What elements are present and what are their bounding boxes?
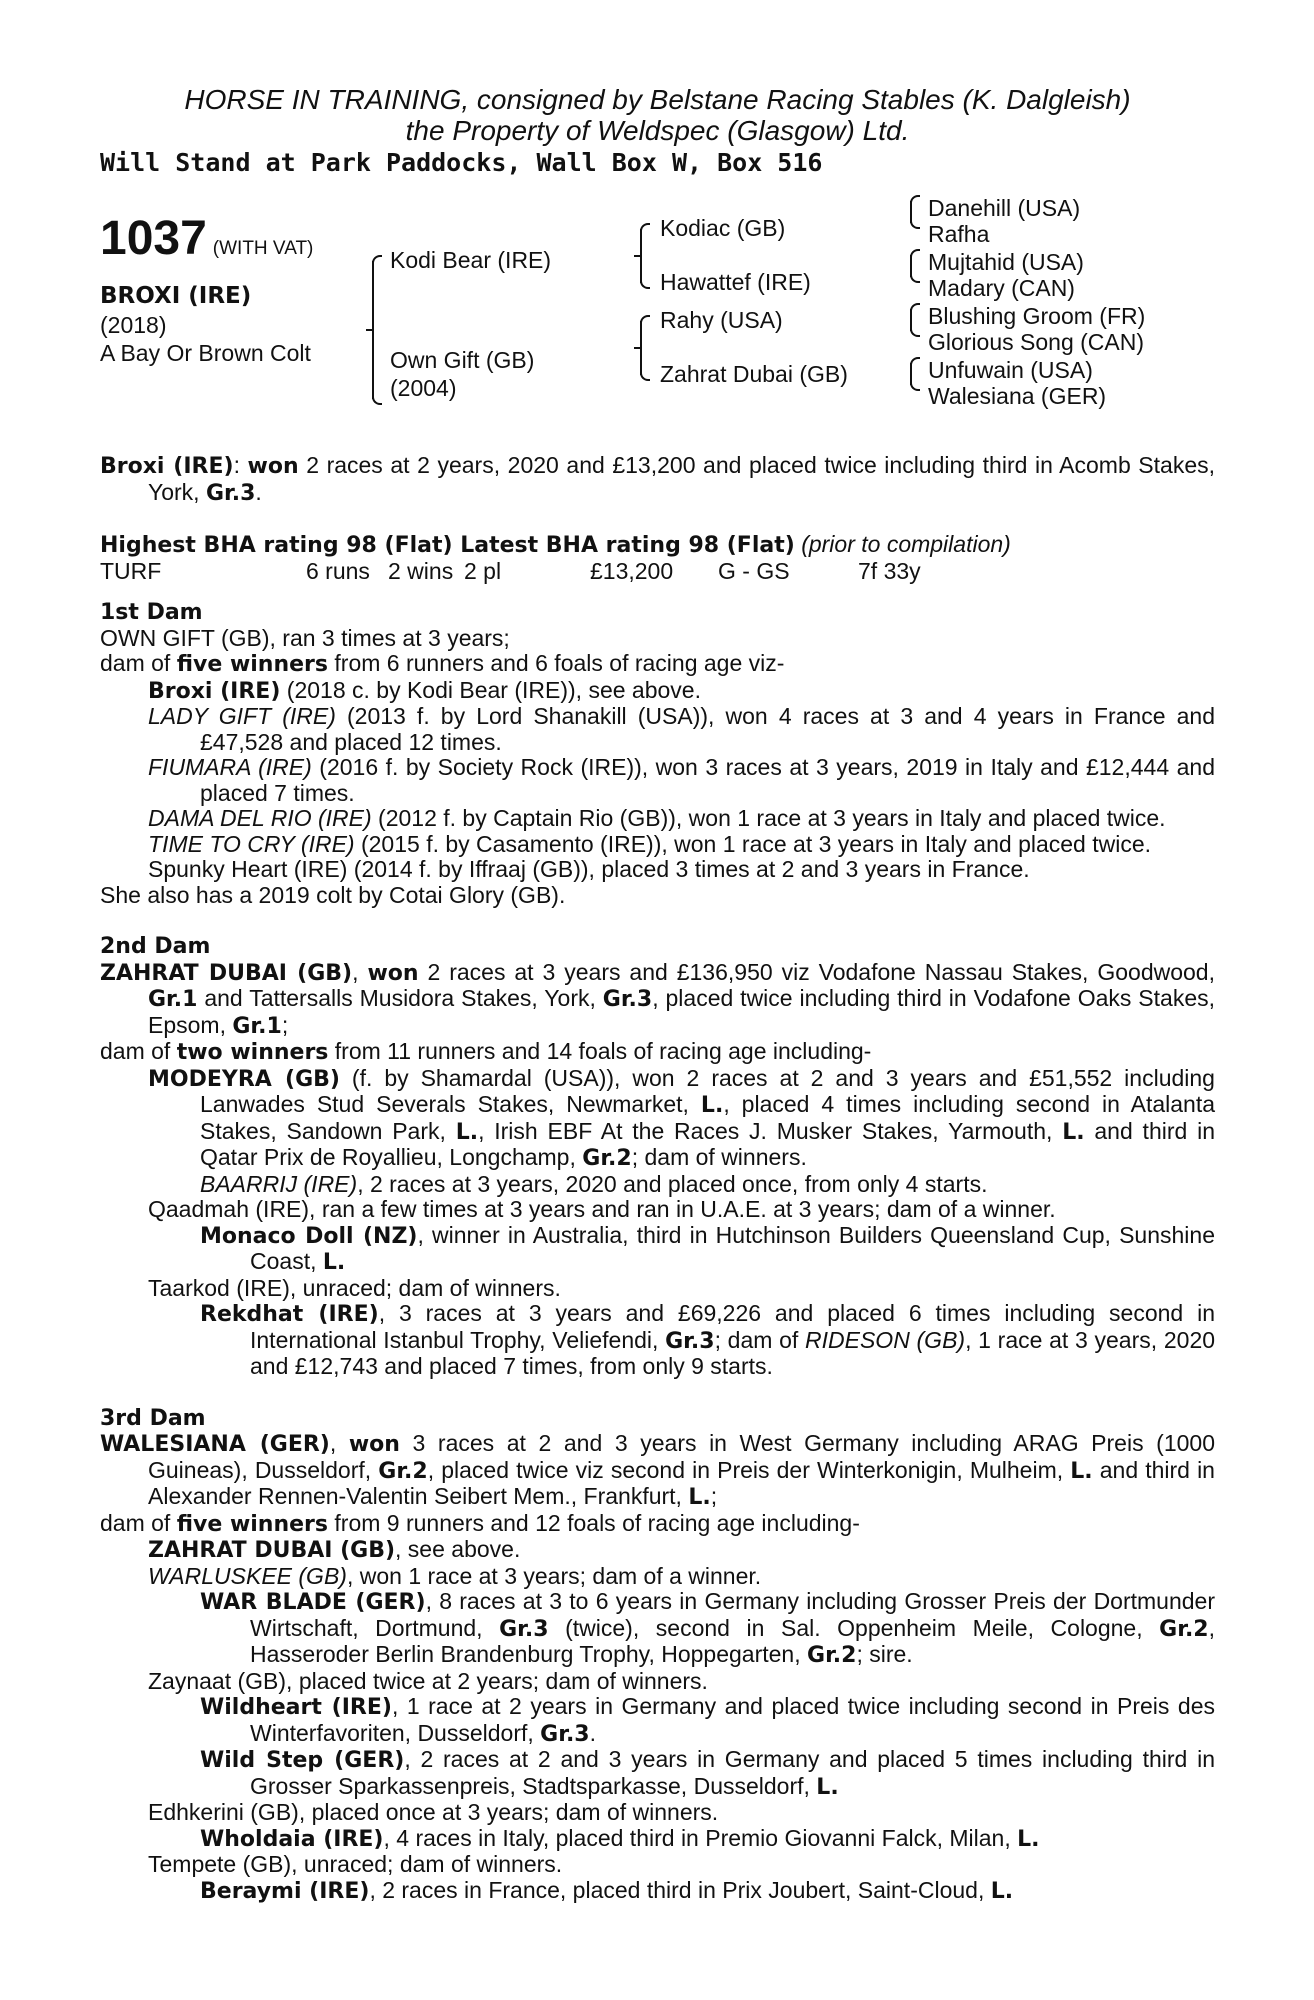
grandsire-8: Walesiana (GER) xyxy=(928,383,1107,409)
race-summary: Broxi (IRE): won 2 races at 2 years, 2020 and £13,200 and placed twice including third in Acomb Stakes, York, Gr.3. xyxy=(100,452,1216,506)
grandsire-5: Blushing Groom (FR) xyxy=(928,303,1146,329)
dam-dam: Zahrat Dubai (GB) xyxy=(660,361,848,387)
produce-entry: Monaco Doll (NZ), winner in Australia, third in Hutchinson Builders Queensland Cup, Sunshine Coast, L. xyxy=(200,1221,1215,1275)
pedigree-brace xyxy=(640,321,642,375)
third-dam-heading: 3rd Dam xyxy=(100,1405,206,1431)
produce-entry: Zaynaat (GB), placed twice at 2 years; dam of winners. xyxy=(148,1667,708,1694)
dam: Own Gift (GB) xyxy=(390,347,535,373)
pedigree-brace-tip xyxy=(634,255,640,257)
produce-entry: ZAHRAT DUBAI (GB), see above. xyxy=(148,1536,521,1563)
produce-entry: Wildheart (IRE), 1 race at 2 years in Germany and placed twice including second in Preis des Winterfavoriten, Dusseldorf, Gr.3. xyxy=(200,1693,1215,1747)
grandsire-7: Unfuwain (USA) xyxy=(928,357,1093,383)
produce-entry: WARLUSKEE (GB), won 1 race at 3 years; dam of a winner. xyxy=(148,1562,762,1589)
produce-entry: Beraymi (IRE), 2 races in France, placed third in Prix Joubert, Saint-Cloud, L. xyxy=(200,1876,1014,1904)
grandsire-3: Mujtahid (USA) xyxy=(928,249,1084,275)
property-line: the Property of Weldspec (Glasgow) Ltd. xyxy=(405,115,910,146)
third-dam-line: WALESIANA (GER), won 3 races at 2 and 3 years in West Germany including ARAG Preis (1000 Guineas), Dusseldorf, Gr.2, placed twice viz second in Preis der Winterkonigin, Mulheim, L. and third in Alexander Rennen-Valentin Seibert Mem., Frankfurt, L.; xyxy=(100,1430,1215,1510)
grandsire-4: Madary (CAN) xyxy=(928,275,1075,301)
produce-entry: Taarkod (IRE), unraced; dam of winners. xyxy=(148,1274,561,1301)
pedigree-brace xyxy=(910,363,912,385)
dam-sire: Rahy (USA) xyxy=(660,307,783,333)
produce-entry: WAR BLADE (GER), 8 races at 3 to 6 years in Germany including Grosser Preis der Dortmunder Wirtschaft, Dortmund, Gr.3 (twice), second in Sal. Oppenheim Meile, Cologne, Gr.2, Hasseroder Berlin Brandenburg Trophy, Hoppegarten, Gr.2; sire. xyxy=(200,1588,1216,1668)
sire: Kodi Bear (IRE) xyxy=(390,247,552,273)
first-dam-line: OWN GIFT (GB), ran 3 times at 3 years; xyxy=(100,624,510,651)
produce-entry: Qaadmah (IRE), ran a few times at 3 years and ran in U.A.E. at 3 years; dam of a winner. xyxy=(148,1196,1056,1222)
horse-description: A Bay Or Brown Colt xyxy=(100,340,311,366)
pedigree-brace xyxy=(640,229,642,283)
lot-number: 1037 (WITH VAT) xyxy=(100,212,314,265)
pedigree-brace-tip xyxy=(634,347,640,349)
produce-entry: Wild Step (GER), 2 races at 2 and 3 years in Germany and placed 5 times including third in Grosser Sparkassenpreis, Stadtsparkasse, Dusseldorf, L. xyxy=(200,1746,1215,1800)
first-dam-produce: dam of five winners from 6 runners and 6 foals of racing age viz- xyxy=(100,650,785,677)
produce-entry: Wholdaia (IRE), 4 races in Italy, placed third in Premio Giovanni Falck, Milan, L. xyxy=(200,1824,1040,1852)
rating-line: Highest BHA rating 98 (Flat) Latest BHA rating 98 (Flat) (prior to compilation) xyxy=(100,531,1011,558)
produce-entry: DAMA DEL RIO (IRE) (2012 f. by Captain Rio (GB)), won 1 race at 3 years in Italy and placed twice. xyxy=(148,805,1166,831)
catalogue-body xyxy=(100,453,1215,1904)
grandsire-6: Glorious Song (CAN) xyxy=(928,329,1145,355)
sire-dam: Hawattef (IRE) xyxy=(660,269,811,295)
second-dam-heading: 2nd Dam xyxy=(100,934,211,959)
first-dam-heading: 1st Dam xyxy=(100,600,203,625)
produce-entry: BAARRIJ (IRE), 2 races at 3 years, 2020 and placed once, from only 4 starts. xyxy=(200,1170,988,1197)
pedigree-brace xyxy=(372,261,374,399)
third-dam-produce: dam of five winners from 9 runners and 12 foals of racing age including- xyxy=(100,1509,860,1537)
pedigree-brace-tip xyxy=(366,329,372,331)
produce-entry: Broxi (IRE) (2018 c. by Kodi Bear (IRE)), see above. xyxy=(148,676,701,704)
grandsire-2: Rafha xyxy=(928,221,990,247)
stabling-line: Will Stand at Park Paddocks, Wall Box W, Box 516 xyxy=(100,148,823,177)
produce-entry: Edhkerini (GB), placed once at 3 years; dam of winners. xyxy=(148,1799,719,1825)
grandsire-1: Danehill (USA) xyxy=(928,195,1081,221)
produce-entry: Rekdhat (IRE), 3 races at 3 years and £69,226 and placed 6 times including second in International Istanbul Trophy, Veliefendi, Gr.3; dam of RIDESON (GB), 1 race at 3 years, 2020 and £12,743 and placed 7 times, from only 9 starts. xyxy=(200,1300,1216,1379)
horse-name: BROXI (IRE) xyxy=(100,283,252,309)
pedigree-brace xyxy=(910,201,912,223)
pedigree-brace xyxy=(910,309,912,331)
produce-entry: TIME TO CRY (IRE) (2015 f. by Casamento (IRE)), won 1 race at 3 years in Italy and placed twice. xyxy=(148,830,1152,857)
produce-entry: Spunky Heart (IRE) (2014 f. by Iffraaj (GB)), placed 3 times at 2 and 3 years in France. xyxy=(148,856,1030,882)
produce-entry: FIUMARA (IRE) (2016 f. by Society Rock (IRE)), won 3 races at 3 years, 2019 in Italy and £12,444 and placed 7 times. xyxy=(148,754,1215,806)
race-record: TURF 6 runs 2 wins 2 pl £13,200 G - GS 7f 33y xyxy=(100,557,921,584)
first-dam-note: She also has a 2019 colt by Cotai Glory (GB). xyxy=(100,881,566,908)
produce-entry: Tempete (GB), unraced; dam of winners. xyxy=(148,1851,563,1877)
vat-note: (WITH VAT) xyxy=(212,238,314,259)
horse-year: (2018) xyxy=(100,312,167,338)
consignor-line: HORSE IN TRAINING, consigned by Belstane Racing Stables (K. Dalgleish) xyxy=(184,84,1131,115)
produce-entry: LADY GIFT (IRE) (2013 f. by Lord Shanakill (USA)), won 4 races at 3 and 4 years in France and £47,528 and placed 12 times. xyxy=(148,703,1215,755)
second-dam-produce: dam of two winners from 11 runners and 14 foals of racing age including- xyxy=(100,1038,872,1065)
pedigree-brace xyxy=(910,255,912,277)
catalogue-page xyxy=(100,84,1215,1904)
sire-sire: Kodiac (GB) xyxy=(660,215,786,241)
second-dam-line: ZAHRAT DUBAI (GB), won 2 races at 3 years and £136,950 viz Vodafone Nassau Stakes, Goodwood, Gr.1 and Tattersalls Musidora Stakes, York, Gr.3, placed twice including third in Vodafone Oaks Stakes, Epsom, Gr.1; xyxy=(100,958,1215,1039)
dam-year: (2004) xyxy=(390,375,457,401)
pedigree-block xyxy=(100,195,1215,453)
produce-entry: MODEYRA (GB) (f. by Shamardal (USA)), won 2 races at 2 and 3 years and £51,552 including Lanwades Stud Severals Stakes, Newmarket, L., placed 4 times including second in Atalanta Stakes, Sandown Park, L., Irish EBF At the Races J. Musker Stakes, Yarmouth, L. and third in Qatar Prix de Royallieu, Longchamp, Gr.2; dam of winners. xyxy=(148,1064,1215,1171)
